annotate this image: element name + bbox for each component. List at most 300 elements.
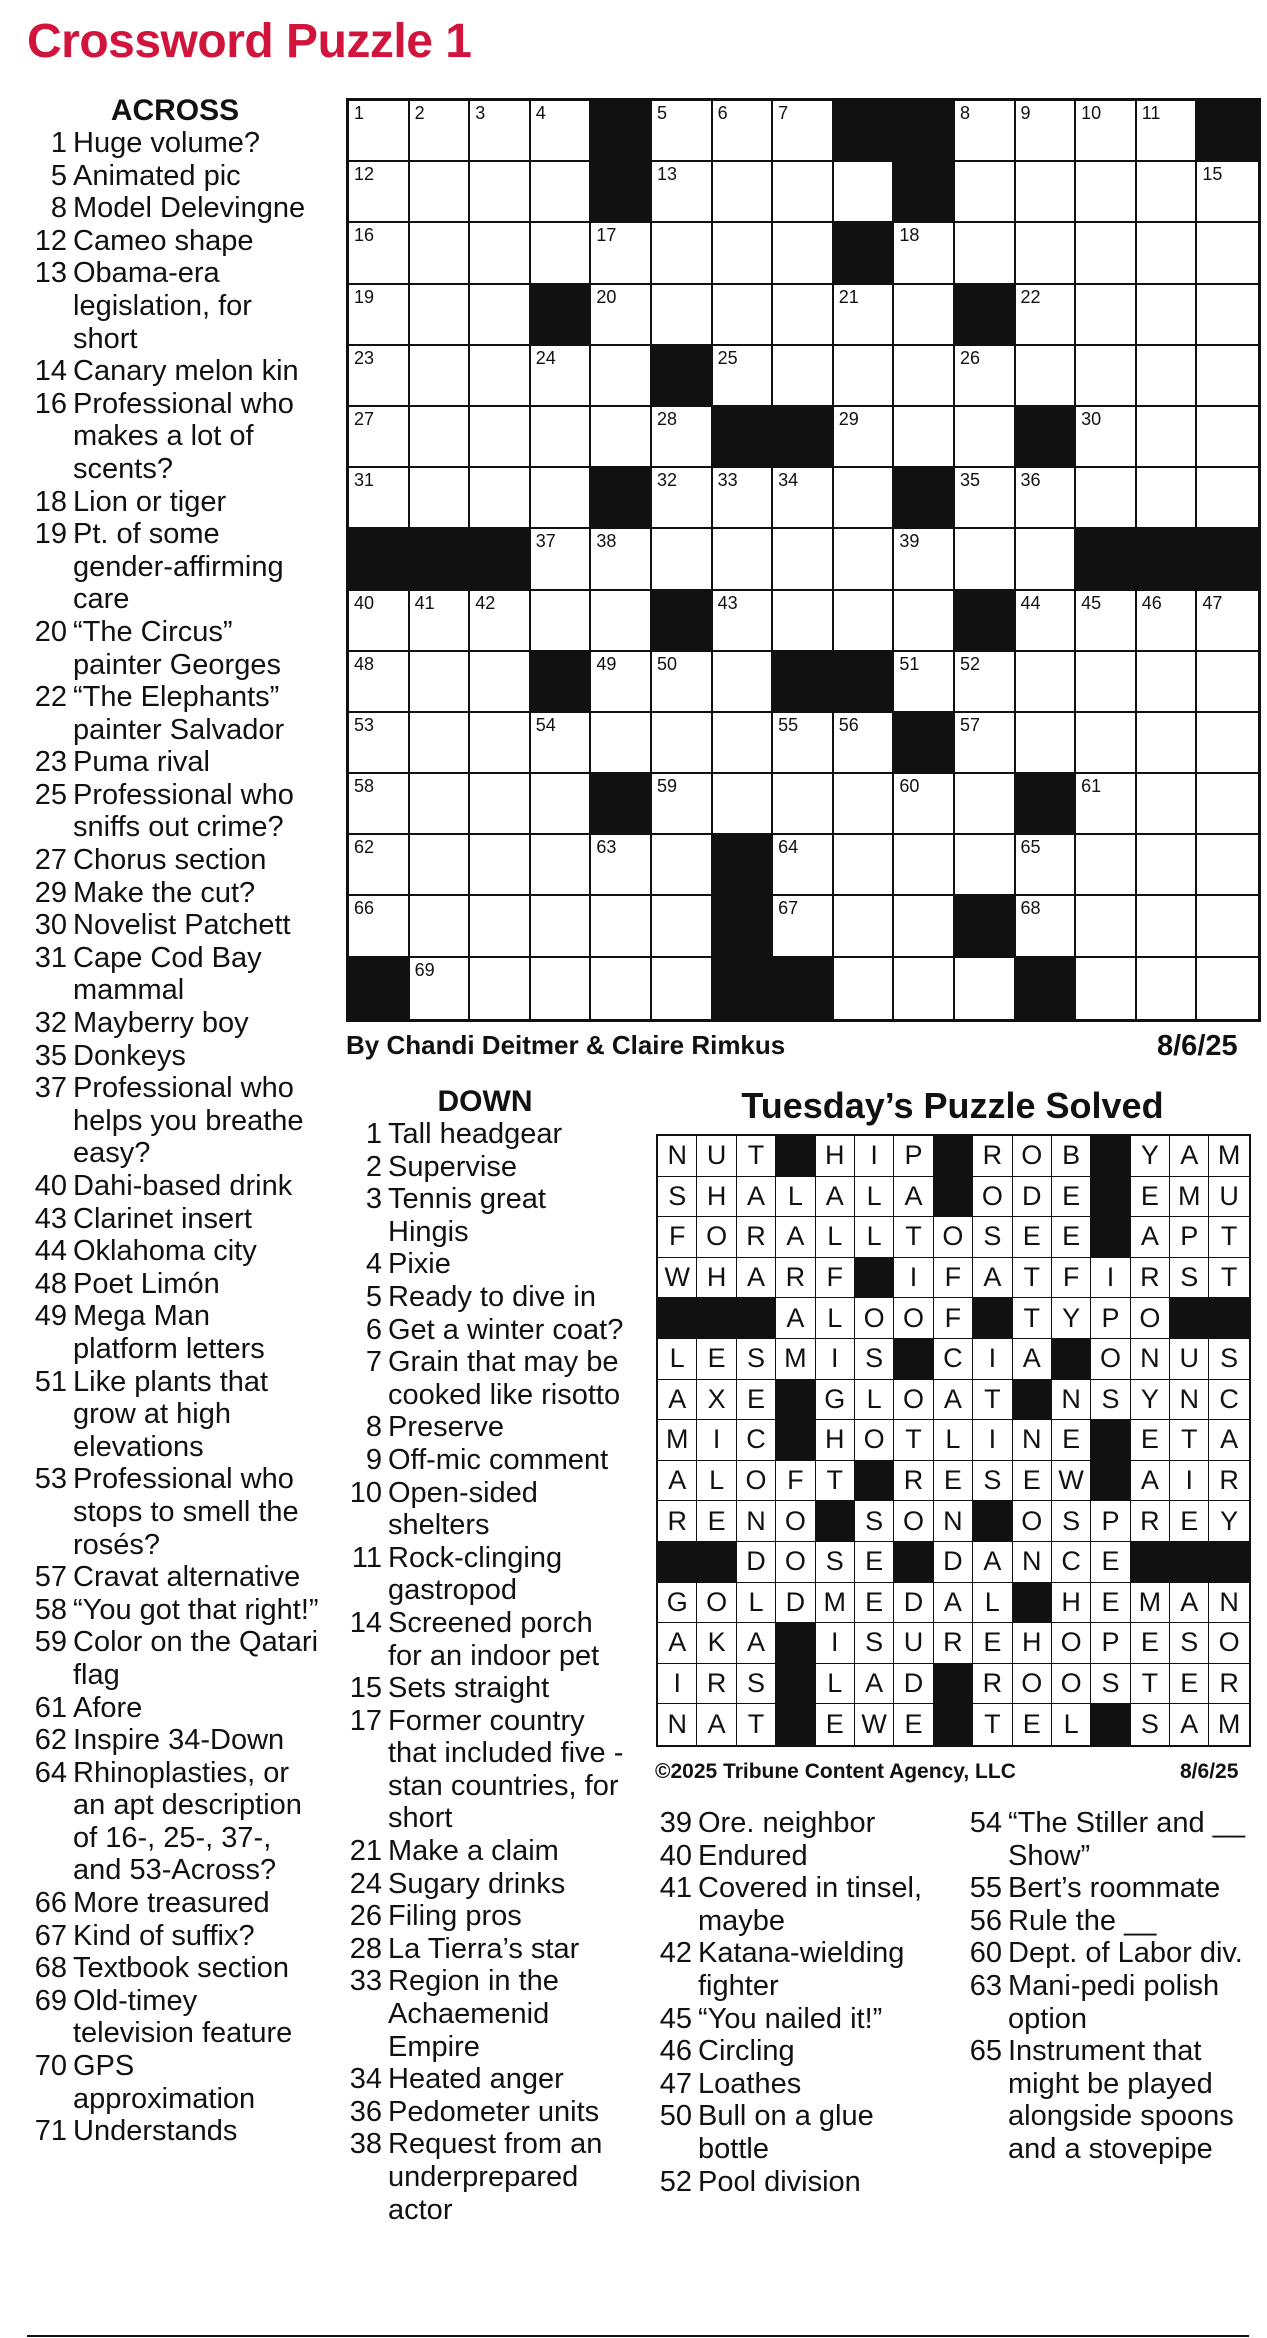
- clue-item[interactable]: [30, 681, 320, 746]
- solution-cell: K: [697, 1623, 736, 1664]
- clue-item[interactable]: [965, 2035, 1255, 2165]
- puzzle-cell[interactable]: [773, 468, 834, 529]
- puzzle-cell[interactable]: [470, 835, 531, 896]
- puzzle-cell[interactable]: [531, 835, 592, 896]
- solution-cell: E: [1170, 1501, 1209, 1542]
- clue-item[interactable]: [30, 1594, 320, 1627]
- clue-item[interactable]: [30, 2050, 320, 2115]
- clue-item[interactable]: [30, 942, 320, 1007]
- puzzle-cell[interactable]: [713, 652, 774, 713]
- puzzle-cell[interactable]: [1197, 285, 1258, 346]
- puzzle-cell[interactable]: [1016, 652, 1077, 713]
- clue-item[interactable]: [655, 2003, 945, 2036]
- puzzle-cell[interactable]: [1016, 529, 1077, 590]
- clue-item[interactable]: [345, 1477, 625, 1542]
- puzzle-cell[interactable]: [531, 529, 592, 590]
- puzzle-cell[interactable]: [410, 407, 471, 468]
- clue-item[interactable]: [30, 257, 320, 355]
- puzzle-cell[interactable]: [1016, 896, 1077, 957]
- puzzle-cell[interactable]: [894, 223, 955, 284]
- puzzle-cell[interactable]: [349, 652, 410, 713]
- puzzle-cell[interactable]: [834, 162, 895, 223]
- puzzle-cell[interactable]: [955, 652, 1016, 713]
- clue-item[interactable]: [30, 1724, 320, 1757]
- puzzle-cell[interactable]: [591, 407, 652, 468]
- clue-item[interactable]: [345, 1183, 625, 1248]
- puzzle-cell[interactable]: [1076, 713, 1137, 774]
- puzzle-cell[interactable]: [410, 896, 471, 957]
- puzzle-cell[interactable]: [531, 591, 592, 652]
- puzzle-cell[interactable]: [531, 101, 592, 162]
- cell-number: 57: [959, 714, 980, 735]
- puzzle-cell[interactable]: [1016, 101, 1077, 162]
- puzzle-cell[interactable]: [531, 407, 592, 468]
- puzzle-cell[interactable]: [773, 101, 834, 162]
- puzzle-cell[interactable]: [1197, 407, 1258, 468]
- puzzle-cell[interactable]: [410, 223, 471, 284]
- clue-item[interactable]: [30, 2115, 320, 2148]
- clue-item[interactable]: [30, 486, 320, 519]
- puzzle-cell[interactable]: [470, 713, 531, 774]
- clue-item[interactable]: [30, 1170, 320, 1203]
- puzzle-cell[interactable]: [652, 101, 713, 162]
- solution-black-square: [776, 1136, 815, 1177]
- puzzle-cell[interactable]: [410, 468, 471, 529]
- puzzle-cell[interactable]: [1197, 223, 1258, 284]
- puzzle-cell[interactable]: [1076, 835, 1137, 896]
- puzzle-cell[interactable]: [773, 774, 834, 835]
- clue-item[interactable]: [30, 1235, 320, 1268]
- puzzle-cell[interactable]: [1197, 346, 1258, 407]
- puzzle-cell[interactable]: [652, 223, 713, 284]
- clue-item[interactable]: [30, 1463, 320, 1561]
- puzzle-cell[interactable]: [349, 713, 410, 774]
- puzzle-cell[interactable]: [652, 774, 713, 835]
- puzzle-cell[interactable]: [591, 835, 652, 896]
- puzzle-cell[interactable]: [470, 591, 531, 652]
- puzzle-cell[interactable]: [652, 468, 713, 529]
- clue-item[interactable]: [30, 1561, 320, 1594]
- puzzle-cell[interactable]: [834, 896, 895, 957]
- clue-item[interactable]: [30, 746, 320, 779]
- puzzle-cell[interactable]: [1016, 468, 1077, 529]
- clue-item[interactable]: [30, 518, 320, 616]
- puzzle-cell[interactable]: [834, 407, 895, 468]
- clue-item[interactable]: [30, 355, 320, 388]
- puzzle-cell[interactable]: [349, 774, 410, 835]
- clue-item[interactable]: [345, 2096, 625, 2129]
- clue-item[interactable]: [30, 1757, 320, 1887]
- puzzle-cell[interactable]: [773, 713, 834, 774]
- clue-item[interactable]: [30, 1203, 320, 1236]
- puzzle-cell[interactable]: [955, 529, 1016, 590]
- clue-item[interactable]: [345, 1933, 625, 1966]
- puzzle-cell[interactable]: [1197, 652, 1258, 713]
- clue-item[interactable]: [30, 877, 320, 910]
- puzzle-cell[interactable]: [410, 591, 471, 652]
- puzzle-cell[interactable]: [470, 346, 531, 407]
- clue-number: 35: [34, 1039, 67, 1072]
- puzzle-cell[interactable]: [470, 652, 531, 713]
- clue-item[interactable]: [345, 1151, 625, 1184]
- clue-item[interactable]: [30, 909, 320, 942]
- clue-item[interactable]: [655, 1937, 945, 2002]
- puzzle-cell[interactable]: [1137, 896, 1198, 957]
- puzzle-cell[interactable]: [1137, 162, 1198, 223]
- clue-item[interactable]: [965, 1807, 1255, 1872]
- clue-item[interactable]: [655, 2100, 945, 2165]
- puzzle-cell[interactable]: [773, 346, 834, 407]
- puzzle-cell[interactable]: [349, 101, 410, 162]
- puzzle-cell[interactable]: [652, 958, 713, 1019]
- puzzle-cell[interactable]: [652, 407, 713, 468]
- puzzle-cell[interactable]: [773, 591, 834, 652]
- puzzle-cell[interactable]: [713, 346, 774, 407]
- puzzle-cell[interactable]: [773, 223, 834, 284]
- puzzle-cell[interactable]: [410, 101, 471, 162]
- puzzle-cell[interactable]: [410, 285, 471, 346]
- puzzle-cell[interactable]: [470, 896, 531, 957]
- puzzle-cell[interactable]: [349, 285, 410, 346]
- puzzle-cell[interactable]: [894, 896, 955, 957]
- puzzle-cell[interactable]: [349, 346, 410, 407]
- puzzle-cell[interactable]: [713, 468, 774, 529]
- puzzle-cell[interactable]: [1197, 591, 1258, 652]
- puzzle-cell[interactable]: [955, 223, 1016, 284]
- puzzle-cell[interactable]: [531, 774, 592, 835]
- clue-item[interactable]: [345, 1542, 625, 1607]
- puzzle-cell[interactable]: [410, 835, 471, 896]
- cell-number: 23: [354, 347, 375, 368]
- puzzle-cell[interactable]: [834, 346, 895, 407]
- puzzle-cell[interactable]: [1197, 774, 1258, 835]
- puzzle-cell[interactable]: [1076, 346, 1137, 407]
- clue-item[interactable]: [345, 2063, 625, 2096]
- clue-item[interactable]: [30, 160, 320, 193]
- puzzle-cell[interactable]: [1137, 285, 1198, 346]
- puzzle-cell[interactable]: [531, 896, 592, 957]
- clue-item[interactable]: [345, 1411, 625, 1444]
- puzzle-cell[interactable]: [834, 591, 895, 652]
- cell-number: 68: [1020, 898, 1041, 919]
- puzzle-cell[interactable]: [1076, 407, 1137, 468]
- cell-number: 67: [778, 898, 799, 919]
- puzzle-cell[interactable]: [894, 835, 955, 896]
- solution-black-square: [776, 1704, 815, 1745]
- clue-item[interactable]: [345, 1281, 625, 1314]
- puzzle-grid[interactable]: [346, 98, 1261, 1022]
- clue-number: 1: [365, 1118, 382, 1150]
- clue-item[interactable]: [345, 1705, 625, 1835]
- puzzle-cell[interactable]: [1016, 346, 1077, 407]
- puzzle-cell[interactable]: [1137, 835, 1198, 896]
- solution-cell: L: [855, 1380, 894, 1421]
- puzzle-cell[interactable]: [591, 713, 652, 774]
- puzzle-cell[interactable]: [773, 162, 834, 223]
- puzzle-cell[interactable]: [955, 468, 1016, 529]
- across-clues: [30, 94, 320, 2148]
- puzzle-cell[interactable]: [531, 346, 592, 407]
- clue-item[interactable]: [655, 1840, 945, 1873]
- clue-item[interactable]: [655, 2166, 945, 2199]
- clue-text: Mayberry boy: [73, 1007, 249, 1040]
- clue-item[interactable]: [345, 1314, 625, 1347]
- clue-item[interactable]: [30, 1268, 320, 1301]
- puzzle-cell[interactable]: [470, 407, 531, 468]
- puzzle-cell[interactable]: [834, 529, 895, 590]
- puzzle-cell[interactable]: [1137, 346, 1198, 407]
- puzzle-cell[interactable]: [531, 223, 592, 284]
- puzzle-cell[interactable]: [652, 835, 713, 896]
- puzzle-cell[interactable]: [955, 774, 1016, 835]
- puzzle-cell[interactable]: [894, 346, 955, 407]
- puzzle-cell[interactable]: [591, 591, 652, 652]
- puzzle-cell[interactable]: [955, 162, 1016, 223]
- solution-cell: L: [973, 1583, 1012, 1624]
- cell-number: 10: [1081, 103, 1102, 123]
- puzzle-cell[interactable]: [713, 162, 774, 223]
- puzzle-cell[interactable]: [591, 223, 652, 284]
- puzzle-cell[interactable]: [591, 285, 652, 346]
- puzzle-cell[interactable]: [955, 713, 1016, 774]
- clue-number: 11: [351, 1541, 382, 1574]
- puzzle-cell[interactable]: [349, 896, 410, 957]
- solution-cell: M: [658, 1420, 697, 1461]
- puzzle-cell[interactable]: [713, 774, 774, 835]
- clue-item[interactable]: [345, 1965, 625, 2063]
- puzzle-cell[interactable]: [1076, 468, 1137, 529]
- solution-cell: A: [973, 1258, 1012, 1299]
- clue-item[interactable]: [30, 1692, 320, 1725]
- clue-item[interactable]: [30, 1887, 320, 1920]
- puzzle-cell[interactable]: [1076, 285, 1137, 346]
- puzzle-cell[interactable]: [410, 958, 471, 1019]
- puzzle-cell[interactable]: [1137, 652, 1198, 713]
- puzzle-cell[interactable]: [410, 774, 471, 835]
- down-heading: DOWN: [437, 1085, 533, 1118]
- puzzle-cell[interactable]: [773, 835, 834, 896]
- solution-cell: E: [934, 1461, 973, 1502]
- puzzle-cell[interactable]: [1016, 713, 1077, 774]
- puzzle-cell[interactable]: [894, 652, 955, 713]
- puzzle-cell[interactable]: [713, 285, 774, 346]
- puzzle-cell[interactable]: [713, 529, 774, 590]
- puzzle-cell[interactable]: [531, 713, 592, 774]
- clue-number: 7: [365, 1346, 382, 1379]
- clue-item[interactable]: [345, 1444, 625, 1477]
- puzzle-cell[interactable]: [1137, 958, 1198, 1019]
- puzzle-cell[interactable]: [894, 591, 955, 652]
- solution-cell: N: [1052, 1380, 1091, 1421]
- puzzle-cell[interactable]: [1137, 468, 1198, 529]
- puzzle-cell[interactable]: [1016, 162, 1077, 223]
- solution-cell: E: [1131, 1420, 1170, 1461]
- clue-number: 4: [365, 1248, 382, 1281]
- puzzle-cell[interactable]: [652, 896, 713, 957]
- puzzle-cell[interactable]: [410, 713, 471, 774]
- puzzle-cell[interactable]: [652, 652, 713, 713]
- puzzle-cell[interactable]: [894, 529, 955, 590]
- clue-item[interactable]: [965, 1937, 1255, 1970]
- puzzle-cell[interactable]: [470, 162, 531, 223]
- clue-item[interactable]: [30, 779, 320, 844]
- puzzle-cell[interactable]: [1076, 958, 1137, 1019]
- clue-item[interactable]: [30, 192, 320, 225]
- puzzle-cell[interactable]: [349, 223, 410, 284]
- puzzle-cell[interactable]: [1197, 162, 1258, 223]
- puzzle-cell[interactable]: [349, 162, 410, 223]
- clue-item[interactable]: [30, 844, 320, 877]
- puzzle-cell[interactable]: [652, 713, 713, 774]
- clue-item[interactable]: [30, 1300, 320, 1365]
- clue-item[interactable]: [345, 1868, 625, 1901]
- solution-cell: R: [737, 1217, 776, 1258]
- puzzle-cell[interactable]: [591, 529, 652, 590]
- puzzle-cell[interactable]: [591, 958, 652, 1019]
- puzzle-cell[interactable]: [591, 896, 652, 957]
- puzzle-cell[interactable]: [1137, 591, 1198, 652]
- clue-item[interactable]: [655, 1807, 945, 1840]
- puzzle-cell[interactable]: [955, 835, 1016, 896]
- puzzle-cell[interactable]: [591, 346, 652, 407]
- clue-item[interactable]: [30, 388, 320, 486]
- clue-item[interactable]: [965, 1970, 1255, 2035]
- puzzle-cell[interactable]: [834, 468, 895, 529]
- puzzle-cell[interactable]: [1076, 896, 1137, 957]
- puzzle-cell[interactable]: [894, 407, 955, 468]
- clue-item[interactable]: [30, 1007, 320, 1040]
- puzzle-cell[interactable]: [955, 407, 1016, 468]
- clue-item[interactable]: [30, 616, 320, 681]
- solution-cell: S: [1052, 1501, 1091, 1542]
- clue-item[interactable]: [30, 1366, 320, 1464]
- clue-item[interactable]: [30, 225, 320, 258]
- puzzle-cell[interactable]: [652, 162, 713, 223]
- puzzle-cell[interactable]: [1197, 835, 1258, 896]
- puzzle-cell[interactable]: [834, 285, 895, 346]
- clue-item[interactable]: [655, 1872, 945, 1937]
- clue-item[interactable]: [30, 1040, 320, 1073]
- puzzle-cell[interactable]: [410, 652, 471, 713]
- puzzle-cell[interactable]: [1137, 101, 1198, 162]
- solution-cell: U: [894, 1623, 933, 1664]
- puzzle-cell[interactable]: [834, 713, 895, 774]
- puzzle-cell[interactable]: [834, 774, 895, 835]
- puzzle-cell[interactable]: [1076, 591, 1137, 652]
- puzzle-cell[interactable]: [894, 285, 955, 346]
- puzzle-cell[interactable]: [1137, 774, 1198, 835]
- puzzle-cell[interactable]: [470, 468, 531, 529]
- puzzle-cell[interactable]: [470, 101, 531, 162]
- puzzle-cell[interactable]: [591, 652, 652, 713]
- puzzle-cell[interactable]: [1197, 713, 1258, 774]
- clue-item[interactable]: [965, 1872, 1255, 1905]
- puzzle-cell[interactable]: [470, 285, 531, 346]
- puzzle-cell[interactable]: [470, 223, 531, 284]
- puzzle-cell[interactable]: [531, 162, 592, 223]
- puzzle-cell[interactable]: [955, 958, 1016, 1019]
- puzzle-cell[interactable]: [1076, 652, 1137, 713]
- puzzle-cell[interactable]: [1197, 468, 1258, 529]
- puzzle-cell[interactable]: [773, 529, 834, 590]
- clue-item[interactable]: [345, 1346, 625, 1411]
- clue-item[interactable]: [345, 1835, 625, 1868]
- puzzle-cell[interactable]: [834, 958, 895, 1019]
- puzzle-cell[interactable]: [349, 407, 410, 468]
- clue-item[interactable]: [30, 1920, 320, 1953]
- puzzle-cell[interactable]: [955, 346, 1016, 407]
- puzzle-cell[interactable]: [470, 958, 531, 1019]
- clue-number: 33: [349, 1965, 382, 1998]
- puzzle-cell[interactable]: [713, 713, 774, 774]
- puzzle-cell[interactable]: [1137, 713, 1198, 774]
- across-heading: ACROSS: [110, 94, 240, 127]
- puzzle-cell[interactable]: [349, 591, 410, 652]
- clue-item[interactable]: [345, 2128, 625, 2226]
- puzzle-cell[interactable]: [894, 774, 955, 835]
- puzzle-cell[interactable]: [1016, 835, 1077, 896]
- clue-number: 60: [969, 1937, 1002, 1970]
- clue-item[interactable]: [30, 1952, 320, 1985]
- clue-item[interactable]: [345, 1607, 625, 1672]
- puzzle-cell[interactable]: [1197, 896, 1258, 957]
- puzzle-cell[interactable]: [1137, 407, 1198, 468]
- puzzle-cell[interactable]: [1197, 958, 1258, 1019]
- clue-item[interactable]: [30, 1072, 320, 1170]
- puzzle-cell[interactable]: [1076, 223, 1137, 284]
- puzzle-cell[interactable]: [1076, 162, 1137, 223]
- clue-item[interactable]: [655, 2035, 945, 2068]
- puzzle-cell[interactable]: [773, 285, 834, 346]
- puzzle-cell[interactable]: [349, 468, 410, 529]
- clue-item[interactable]: [345, 1118, 625, 1151]
- puzzle-cell[interactable]: [531, 958, 592, 1019]
- puzzle-cell[interactable]: [1076, 774, 1137, 835]
- puzzle-cell[interactable]: [349, 835, 410, 896]
- clue-item[interactable]: [345, 1248, 625, 1281]
- puzzle-cell[interactable]: [652, 529, 713, 590]
- puzzle-cell[interactable]: [1016, 285, 1077, 346]
- solution-cell: S: [737, 1664, 776, 1705]
- clue-item[interactable]: [30, 1985, 320, 2050]
- puzzle-cell[interactable]: [1076, 101, 1137, 162]
- clue-text: “The Stiller and __ Show”: [1008, 1807, 1245, 1872]
- puzzle-cell[interactable]: [713, 591, 774, 652]
- puzzle-cell[interactable]: [1016, 591, 1077, 652]
- puzzle-cell[interactable]: [410, 346, 471, 407]
- clue-item[interactable]: [345, 1900, 625, 1933]
- puzzle-cell[interactable]: [410, 162, 471, 223]
- puzzle-cell[interactable]: [470, 774, 531, 835]
- puzzle-cell[interactable]: [773, 896, 834, 957]
- cell-number: 44: [1020, 592, 1041, 613]
- puzzle-cell[interactable]: [652, 285, 713, 346]
- puzzle-cell[interactable]: [955, 101, 1016, 162]
- puzzle-cell[interactable]: [1016, 223, 1077, 284]
- cell-number: 50: [656, 653, 677, 674]
- puzzle-cell[interactable]: [713, 223, 774, 284]
- puzzle-cell[interactable]: [894, 958, 955, 1019]
- clue-item[interactable]: [655, 2068, 945, 2101]
- clue-item[interactable]: [30, 1626, 320, 1691]
- puzzle-cell[interactable]: [713, 101, 774, 162]
- clue-item[interactable]: [965, 1905, 1255, 1938]
- puzzle-cell[interactable]: [834, 835, 895, 896]
- clue-item[interactable]: [345, 1672, 625, 1705]
- clue-item[interactable]: [30, 127, 320, 160]
- puzzle-cell[interactable]: [531, 468, 592, 529]
- puzzle-cell[interactable]: [1137, 223, 1198, 284]
